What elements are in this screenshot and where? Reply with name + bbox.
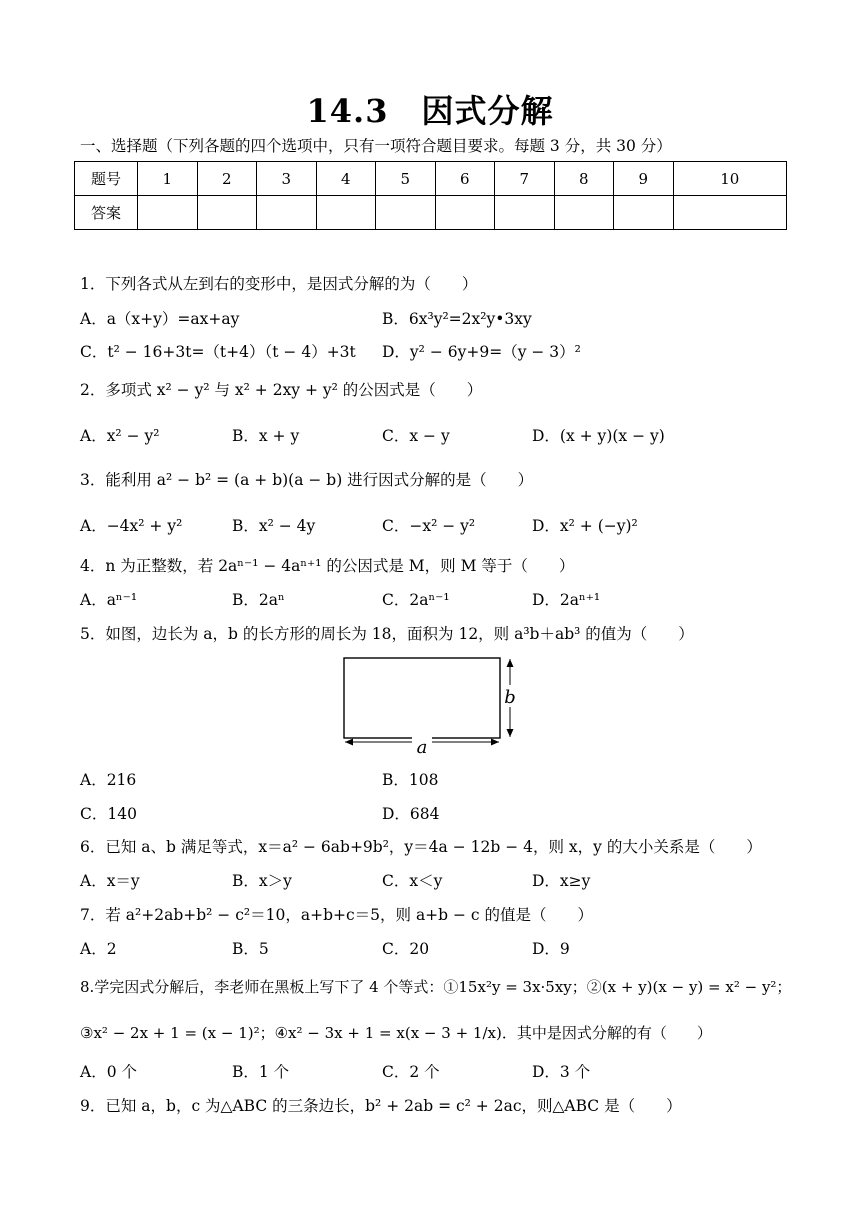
a-arrow-left xyxy=(345,739,353,746)
q8-option-b: B．1 个 xyxy=(232,1063,290,1081)
q7-option-c: C．20 xyxy=(382,940,430,958)
q6-option-d: D．x≥y xyxy=(532,872,591,890)
number-cell: 7 xyxy=(495,162,555,196)
answer-cell[interactable] xyxy=(495,196,555,230)
q4-option-d: D．2aⁿ⁺¹ xyxy=(532,591,601,609)
a-arrow-right xyxy=(491,739,499,746)
question-9-stem: 9．已知 a，b，c 为△ABC 的三条边长，b² + 2ab = c² + 2ac，则△ABC 是（ ） xyxy=(80,1097,682,1115)
q7-option-a: A．2 xyxy=(80,940,117,958)
q5-option-b: B．108 xyxy=(382,771,439,789)
q8-option-d: D．3 个 xyxy=(532,1063,591,1081)
number-cell: 5 xyxy=(376,162,436,196)
q1-option-a: A．a（x+y）=ax+ay xyxy=(80,310,240,328)
q3-option-d: D．x² + (−y)² xyxy=(532,517,638,535)
rectangle-shape xyxy=(344,658,500,738)
page-title: 14.3 因式分解 xyxy=(306,92,554,130)
q4-option-b: B．2aⁿ xyxy=(232,591,285,609)
q4-option-c: C．2aⁿ⁻¹ xyxy=(382,591,450,609)
a-label: a xyxy=(416,737,428,756)
rectangle-figure xyxy=(338,652,528,756)
q4-option-a: A．aⁿ⁻¹ xyxy=(80,591,138,609)
number-cell: 8 xyxy=(554,162,614,196)
q1-option-b: B．6x³y²=2x²y•3xy xyxy=(382,310,532,328)
answer-cell[interactable] xyxy=(614,196,674,230)
q7-option-b: B．5 xyxy=(232,940,269,958)
q2-option-a: A．x² − y² xyxy=(80,427,160,445)
q2-option-c: C．x − y xyxy=(382,427,450,445)
number-cell: 10 xyxy=(673,162,787,196)
answer-cell[interactable] xyxy=(673,196,787,230)
q8-option-c: C．2 个 xyxy=(382,1063,440,1081)
answer-cell[interactable] xyxy=(435,196,495,230)
b-label: b xyxy=(504,687,516,708)
row-label-answer: 答案 xyxy=(75,196,138,230)
q8-option-a: A．0 个 xyxy=(80,1063,137,1081)
answer-table xyxy=(74,161,787,230)
answer-cell[interactable] xyxy=(376,196,436,230)
answer-cell[interactable] xyxy=(257,196,317,230)
number-cell: 2 xyxy=(197,162,257,196)
q6-option-a: A．x＝y xyxy=(80,872,140,890)
number-cell: 1 xyxy=(138,162,198,196)
number-cell: 6 xyxy=(435,162,495,196)
answer-cell[interactable] xyxy=(554,196,614,230)
q6-option-c: C．x＜y xyxy=(382,872,443,890)
row-label-number: 题号 xyxy=(75,162,138,196)
answer-cell[interactable] xyxy=(138,196,198,230)
question-1-stem: 1．下列各式从左到右的变形中，是因式分解的为（ ） xyxy=(80,275,478,293)
q6-option-b: B．x＞y xyxy=(232,872,292,890)
question-4-stem: 4．n 为正整数，若 2aⁿ⁻¹ − 4aⁿ⁺¹ 的公因式是 M，则 M 等于（ ） xyxy=(80,557,575,575)
q2-option-b: B．x + y xyxy=(232,427,300,445)
q1-option-c: C．t² − 16+3t=（t+4）（t − 4）+3t xyxy=(80,343,356,361)
q1-option-d: D．y² − 6y+9=（y − 3）² xyxy=(382,343,581,361)
question-6-stem: 6．已知 a、b 满足等式，x＝a² − 6ab+9b²，y＝4a − 12b − 4，则 x，y 的大小关系是（ ） xyxy=(80,838,762,856)
question-8-stem: 8.学完因式分解后，李老师在黑板上写下了 4 个等式：①15x²y = 3x·5xy；②(x + y)(x − y) = x² − y²； xyxy=(80,978,792,996)
question-5-stem: 5．如图，边长为 a，b 的长方形的周长为 18，面积为 12，则 a³b＋ab³ 的值为（ ） xyxy=(80,625,694,643)
q2-option-d: D．(x + y)(x − y) xyxy=(532,427,665,445)
q5-option-a: A．216 xyxy=(80,771,137,789)
question-3-stem: 3．能利用 a² − b² = (a + b)(a − b) 进行因式分解的是（ ） xyxy=(80,471,534,489)
question-7-stem: 7．若 a²+2ab+b² − c²＝10，a+b+c＝5，则 a+b − c 的值是（ ） xyxy=(80,906,594,924)
b-arrow-up xyxy=(507,659,514,667)
q5-option-c: C．140 xyxy=(80,805,137,823)
q3-option-c: C．−x² − y² xyxy=(382,517,476,535)
question-8-stem-continued: ③x² − 2x + 1 = (x − 1)²；④x² − 3x + 1 = x(x − 3 + 1/x)．其中是因式分解的有（ ） xyxy=(80,1024,712,1042)
q3-option-a: A．−4x² + y² xyxy=(80,517,183,535)
answer-cell[interactable] xyxy=(197,196,257,230)
section-heading: 一、选择题（下列各题的四个选项中，只有一项符合题目要求。每题 3 分，共 30 分） xyxy=(80,137,672,155)
q7-option-d: D．9 xyxy=(532,940,570,958)
number-cell: 4 xyxy=(316,162,376,196)
number-cell: 3 xyxy=(257,162,317,196)
number-cell: 9 xyxy=(614,162,674,196)
question-2-stem: 2．多项式 x² − y² 与 x² + 2xy + y² 的公因式是（ ） xyxy=(80,381,483,399)
q5-option-d: D．684 xyxy=(382,805,440,823)
answer-row xyxy=(75,196,787,230)
answer-cell[interactable] xyxy=(316,196,376,230)
q3-option-b: B．x² − 4y xyxy=(232,517,316,535)
b-arrow-down xyxy=(507,729,514,737)
question-number-row xyxy=(75,162,787,196)
